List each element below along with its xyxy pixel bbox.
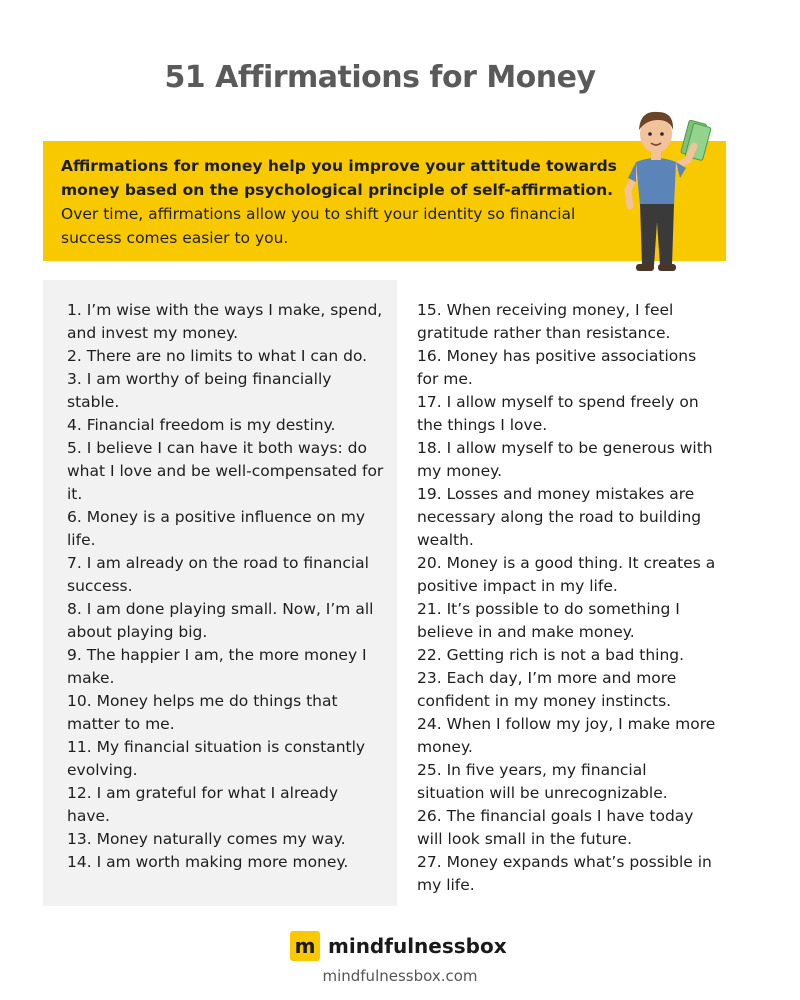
footer-url: mindfulnessbox.com [322, 967, 478, 985]
list-item: 6. Money is a positive influence on my life. [67, 508, 366, 549]
brand-logo-icon: m [290, 931, 320, 961]
banner-text [61, 154, 621, 250]
brand-logo [290, 930, 507, 962]
cash-bills-icon [680, 120, 712, 161]
list-item: 27. Money expands what’s possible in my life. [417, 853, 712, 894]
list-item: 17. I allow myself to spend freely on the things I love. [417, 393, 699, 434]
list-item: 16. Money has positive associations for me. [417, 347, 697, 388]
list-item: 2. There are no limits to what I can do. [67, 347, 368, 365]
list-item: 9. The happier I am, the more money I make. [67, 646, 367, 687]
list-item: 7. I am already on the road to financial success. [67, 554, 369, 595]
banner-body-text: Over time, affirmations allow you to shift your identity so financial success comes easier to you. [61, 205, 576, 247]
list-item: 26. The financial goals I have today will look small in the future. [417, 807, 694, 848]
list-item: 22. Getting rich is not a bad thing. [417, 646, 685, 664]
banner-bold-text: Affirmations for money help you improve your attitude towards money based on the psychological principle of self-affirmation. [61, 157, 617, 199]
list-item: 5. I believe I can have it both ways: do what I love and be well-compensated for it. [67, 439, 384, 503]
list-item: 3. I am worthy of being financially stable. [67, 370, 332, 411]
list-item: 11. My financial situation is constantly evolving. [67, 738, 366, 779]
list-item: 25. In five years, my financial situation will be unrecognizable. [417, 761, 668, 802]
page-title: 51 Affirmations for Money [164, 60, 596, 95]
list-item: 19. Losses and money mistakes are necessary along the road to building wealth. [417, 485, 702, 549]
list-item: 10. Money helps me do things that matter to me. [67, 692, 338, 733]
list-item: 20. Money is a good thing. It creates a positive impact in my life. [417, 554, 716, 595]
list-item: 21. It’s possible to do something I believe in and make money. [417, 600, 680, 641]
list-item: 24. When I follow my joy, I make more money. [417, 715, 716, 756]
list-item: 13. Money naturally comes my way. [67, 830, 346, 848]
list-item: 8. I am done playing small. Now, I’m all about playing big. [67, 600, 374, 641]
list-item: 4. Financial freedom is my destiny. [67, 416, 336, 434]
list-item: 12. I am grateful for what I already have. [67, 784, 339, 825]
list-item: 14. I am worth making more money. [67, 853, 349, 871]
list-item: 18. I allow myself to be generous with my money. [417, 439, 713, 480]
brand-name: mindfulnessbox [328, 934, 507, 958]
affirmations-list-right [417, 299, 717, 897]
list-item: 15. When receiving money, I feel gratitude rather than resistance. [417, 301, 674, 342]
list-item: 23. Each day, I’m more and more confident in my money instincts. [417, 669, 677, 710]
list-item: 1. I’m wise with the ways I make, spend, and invest my money. [67, 301, 383, 342]
affirmations-list-left [67, 299, 385, 874]
left-affirmations-panel [43, 280, 397, 906]
man-holding-money-illustration [600, 98, 720, 278]
